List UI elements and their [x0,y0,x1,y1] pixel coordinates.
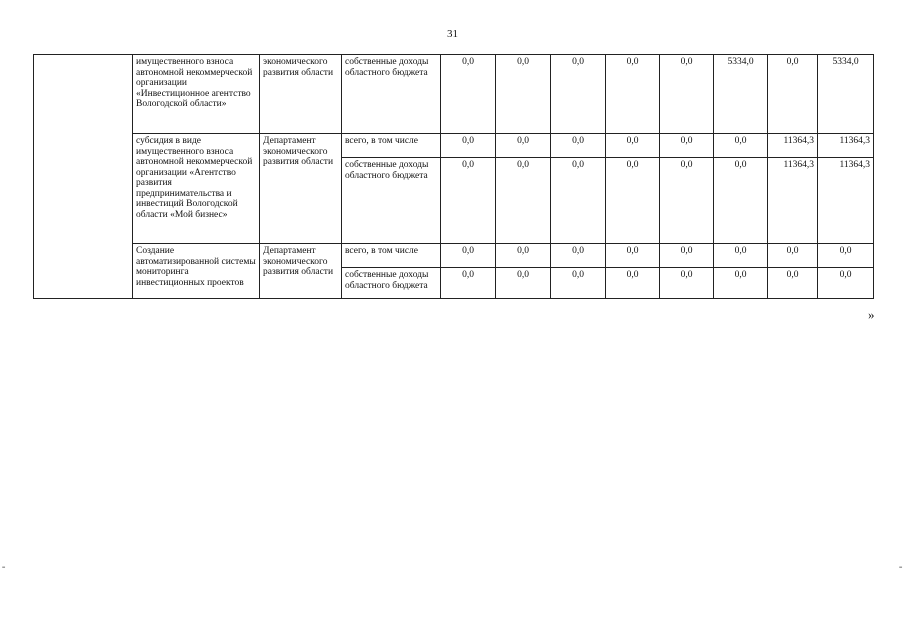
value-cell: 0,0 [714,268,768,299]
budget-table [33,54,874,299]
value-cell: 0,0 [818,244,874,268]
value-cell: 0,0 [660,158,714,244]
value-cell: 0,0 [606,158,660,244]
page-number: 31 [447,28,458,40]
value-cell: 0,0 [496,244,551,268]
value-cell: 0,0 [551,134,606,158]
value-cell: 0,0 [768,268,818,299]
value-cell: 0,0 [496,268,551,299]
table-row [34,134,874,158]
value-cell: 5334,0 [714,55,768,134]
value-cell: 0,0 [496,158,551,244]
responsible-executor: Департамент экономического развития области [260,244,342,299]
value-cell: 11364,3 [818,134,874,158]
value-cell: 0,0 [660,55,714,134]
value-cell: 0,0 [714,158,768,244]
value-cell: 0,0 [606,268,660,299]
value-cell: 0,0 [551,55,606,134]
value-cell: 0,0 [606,134,660,158]
value-cell: 0,0 [441,55,496,134]
value-cell: 0,0 [551,268,606,299]
value-cell: 11364,3 [768,134,818,158]
funding-source: собственные доходы областного бюджета [342,55,441,134]
left-margin-mark: ≡ [2,565,6,571]
value-cell: 0,0 [660,244,714,268]
activity-name: Создание автоматизированной системы мониторинга инвестиционных проектов [133,244,260,299]
responsible-executor: Департамент экономического развития области [260,134,342,244]
value-cell: 0,0 [714,244,768,268]
right-margin-mark: ≡ [899,565,903,571]
value-cell: 11364,3 [818,158,874,244]
value-cell: 0,0 [606,244,660,268]
value-cell: 0,0 [441,158,496,244]
funding-source: всего, в том числе [342,244,441,268]
value-cell: 0,0 [768,244,818,268]
value-cell: 0,0 [496,55,551,134]
value-cell: 0,0 [441,134,496,158]
funding-source: собственные доходы областного бюджета [342,268,441,299]
value-cell: 0,0 [551,158,606,244]
value-cell: 5334,0 [818,55,874,134]
value-cell: 0,0 [768,55,818,134]
table-row [34,244,874,268]
value-cell: 0,0 [714,134,768,158]
value-cell: 11364,3 [768,158,818,244]
value-cell: 0,0 [441,244,496,268]
value-cell: 0,0 [818,268,874,299]
value-cell: 0,0 [606,55,660,134]
value-cell: 0,0 [496,134,551,158]
value-cell: 0,0 [551,244,606,268]
funding-source: всего, в том числе [342,134,441,158]
value-cell: 0,0 [660,268,714,299]
value-cell: 0,0 [441,268,496,299]
activity-name: имущественного взноса автономной некоммерческой организации «Инвестиционное агентство Вологодской области» [133,55,260,134]
blank-first-column [34,55,133,299]
closing-quote: » [868,307,875,322]
funding-source: собственные доходы областного бюджета [342,158,441,244]
table-row [34,55,874,134]
value-cell: 0,0 [660,134,714,158]
responsible-executor: экономического развития области [260,55,342,134]
activity-name: субсидия в виде имущественного взноса автономной некоммерческой организации «Агентство развития предпринимательства и инвестиций Вологодской области «Мой бизнес» [133,134,260,244]
